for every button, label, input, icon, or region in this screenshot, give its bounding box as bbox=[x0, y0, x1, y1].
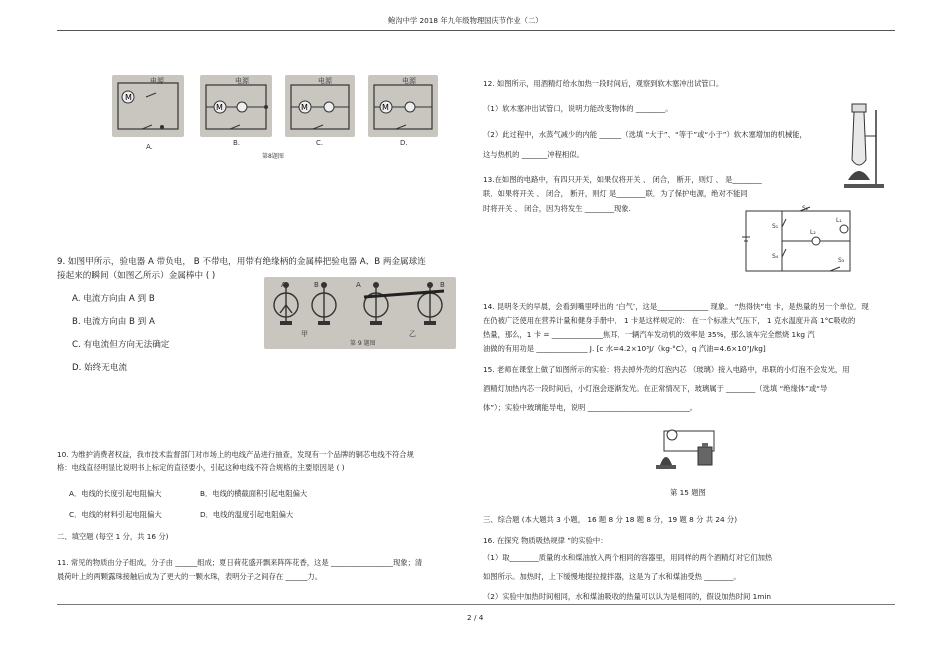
q9-option-c: C. 有电流但方向无法确定 bbox=[72, 340, 170, 350]
section3-title: 三、综合题 (本大题共 3 小题， 16 题 8 分 18 题 8 分，19 题 8 分 共 24 分) bbox=[483, 515, 738, 524]
figure8-option-label-d: D. bbox=[400, 139, 408, 147]
q15-line3: 体”）；实验中玻璃能导电，说明 ____________________________。 bbox=[483, 403, 698, 412]
q15-line2: 酒精灯加热内芯一段时间后，小灯泡会逐渐发光。在正常情况下，玻璃属于 ________（选填 “绝缘体”或“导 bbox=[483, 384, 828, 393]
figure8-label-power-c: 电源 bbox=[318, 77, 332, 85]
q10-option-a: A．电线的长度引起电阻偏大 bbox=[69, 489, 162, 498]
svg-text:M: M bbox=[216, 103, 223, 112]
q11-line1: 11. 常见的物质由分子组成，分子由 ______组成；夏日荷花盛开飘来阵阵花香，这是 _________________现象；清 bbox=[57, 558, 423, 567]
q10-option-b: B．电线的横截面积引起电阻偏大 bbox=[200, 489, 308, 498]
svg-text:M: M bbox=[301, 103, 308, 112]
q11-line2: 晨荷叶上的两颗露珠接触后成为了更大的一颗水珠，表明分子之间存在 ______力。 bbox=[57, 572, 323, 581]
q10-option-d: D．电线的温度引起电阻偏大 bbox=[200, 510, 294, 519]
q13-circuit-diagram bbox=[740, 205, 855, 277]
q9-option-d: D. 始终无电流 bbox=[72, 363, 128, 373]
circuit-label-l1: L₁ bbox=[836, 217, 842, 224]
svg-text:M: M bbox=[125, 93, 132, 102]
figure8-option-label-b: B. bbox=[233, 139, 241, 147]
figure9-label-jia: 甲 bbox=[301, 330, 308, 338]
circuit-label-s4: S₄ bbox=[772, 253, 779, 260]
q15-figure-caption: 第 15 题图 bbox=[670, 488, 706, 497]
q14-line3: 热量，那么，1 卡 = ______________焦耳．一辆汽车发动机的效率是 35%，那么该车完全燃烧 1kg 汽 bbox=[483, 330, 815, 339]
circuit-label-s2: S₂ bbox=[802, 205, 809, 212]
q12-part1: （1）软木塞冲出试管口，说明力能改变物体的 ________。 bbox=[483, 104, 673, 113]
figure9-label-a1: A bbox=[281, 281, 286, 289]
figure9-label-a2: A bbox=[356, 281, 361, 289]
figure8-label-power-a: 电源 bbox=[150, 77, 164, 85]
figure9-caption: 第 9 题图 bbox=[350, 340, 376, 347]
circuit-label-s1: S₁ bbox=[772, 223, 779, 230]
q12-part2-line2: 这与热机的 _______冲程相似。 bbox=[483, 150, 584, 159]
figure9-label-b1: B bbox=[314, 281, 319, 289]
q12-stem: 12. 如图所示，用酒精灯给水加热一段时间后，观察到软木塞冲出试管口。 bbox=[483, 79, 724, 88]
q10-stem-line1: 10. 为维护消费者权益，我市技术监督部门对市场上的电线产品进行抽查，发现有一个品牌的铜芯电线不符合规 bbox=[57, 450, 414, 459]
figure9-label-yi: 乙 bbox=[409, 330, 416, 338]
q9-stem-line1: 9. 如图甲所示，验电器 A 带负电， B 不带电，用带有绝缘柄的金属棒把验电器 A、B 两金属球连 bbox=[57, 257, 426, 267]
figure8-label-power-b: 电源 bbox=[235, 77, 249, 85]
circuit-label-s3: S₃ bbox=[838, 257, 845, 264]
q16-part2: （2）实验中加热时间相同，水和煤油吸收的热量可以认为是相同的，假设加热时间 1min bbox=[483, 592, 772, 601]
q13-line1: 13.在如图的电路中，有四只开关，如果仅将开关 、 闭合， 断开，则灯 、 是________ bbox=[483, 175, 762, 184]
q12-part2-line1: （2）此过程中，水蒸气减少的内能 ______（选填 “大于”、“等于”或“小于”）软木塞增加的机械能， bbox=[483, 130, 807, 139]
figure8-option-label-c: C. bbox=[316, 139, 324, 147]
q14-line1: 14. 昆明冬天的早晨，会看到嘴里呼出的 ‘白气’，这是______________ 现象。 “热得快”电 卡，是热量的另一个单位．现 bbox=[483, 302, 869, 311]
q10-stem-line2: 格：电线直径明显比说明书上标定的直径要小，引起这种电线不符合规格的主要原因是 ( ) bbox=[57, 463, 345, 472]
figure8-label-power-d: 电源 bbox=[402, 77, 416, 85]
q9-option-a: A. 电流方向由 A 到 B bbox=[72, 294, 155, 304]
section2-title: 二、填空题 (每空 1 分，共 16 分) bbox=[57, 532, 169, 541]
header-rule bbox=[57, 30, 895, 31]
q16-part1-line2: 如图所示。加热时，上下缓慢地提拉搅拌器，这是为了水和煤油受热 ________。 bbox=[483, 572, 741, 581]
footer-rule bbox=[57, 604, 895, 605]
svg-text:M: M bbox=[382, 103, 389, 112]
q13-line3: 时将开关 、 闭合，因为将发生 ________现象. bbox=[483, 204, 631, 213]
figure9-label-b2: B bbox=[440, 281, 445, 289]
circuit-label-l2: L₂ bbox=[810, 229, 816, 236]
q14-line2: 在仍被广泛使用在营养计量和健身手册中． 1 卡是这样规定的： 在一个标准大气压下， 1 克水温度升高 1°C吸收的 bbox=[483, 316, 856, 325]
q13-line2: 联．如果将开关 、 闭合， 断开，则灯 是________联．为了保护电源，绝对不能同 bbox=[483, 189, 748, 198]
q15-experiment-figure bbox=[650, 425, 720, 471]
q10-option-c: C．电线的材料引起电阻偏大 bbox=[69, 510, 162, 519]
figure8-option-label-a: A. bbox=[146, 143, 153, 151]
q9-stem-line2: 接起来的瞬间（如图乙所示）金属棒中 ( ) bbox=[57, 271, 216, 281]
q9-option-b: B. 电流方向由 B 到 A bbox=[72, 317, 155, 327]
q15-line1: 15. 老师在课堂上做了如图所示的实验：将去掉外壳的灯泡内芯 （玻璃）接入电路中，串联的小灯泡不会发光，用 bbox=[483, 365, 850, 374]
page-header: 鲍沟中学 2018 年九年级物理国庆节作业（二） bbox=[388, 16, 543, 25]
page-number: 2 / 4 bbox=[467, 613, 484, 622]
figure8-option-a bbox=[112, 75, 184, 137]
figure9-electroscope-photo bbox=[264, 277, 456, 349]
figure8-caption: 第8题图 bbox=[262, 153, 284, 160]
q12-apparatus-figure bbox=[840, 100, 884, 190]
q16-stem: 16. 在探究 物质吸热规律 ”的实验中： bbox=[483, 536, 608, 545]
q14-line4: 油做的有用功是 ______________ J. [c 水=4.2×10³J/（kg·°C），q 汽油=4.6×10⁷J/kg] bbox=[483, 344, 766, 353]
q16-part1-line1: （1）取________质量的水和煤油放入两个相同的容器里，用同样的两个酒精灯对它们加热 bbox=[483, 553, 773, 562]
